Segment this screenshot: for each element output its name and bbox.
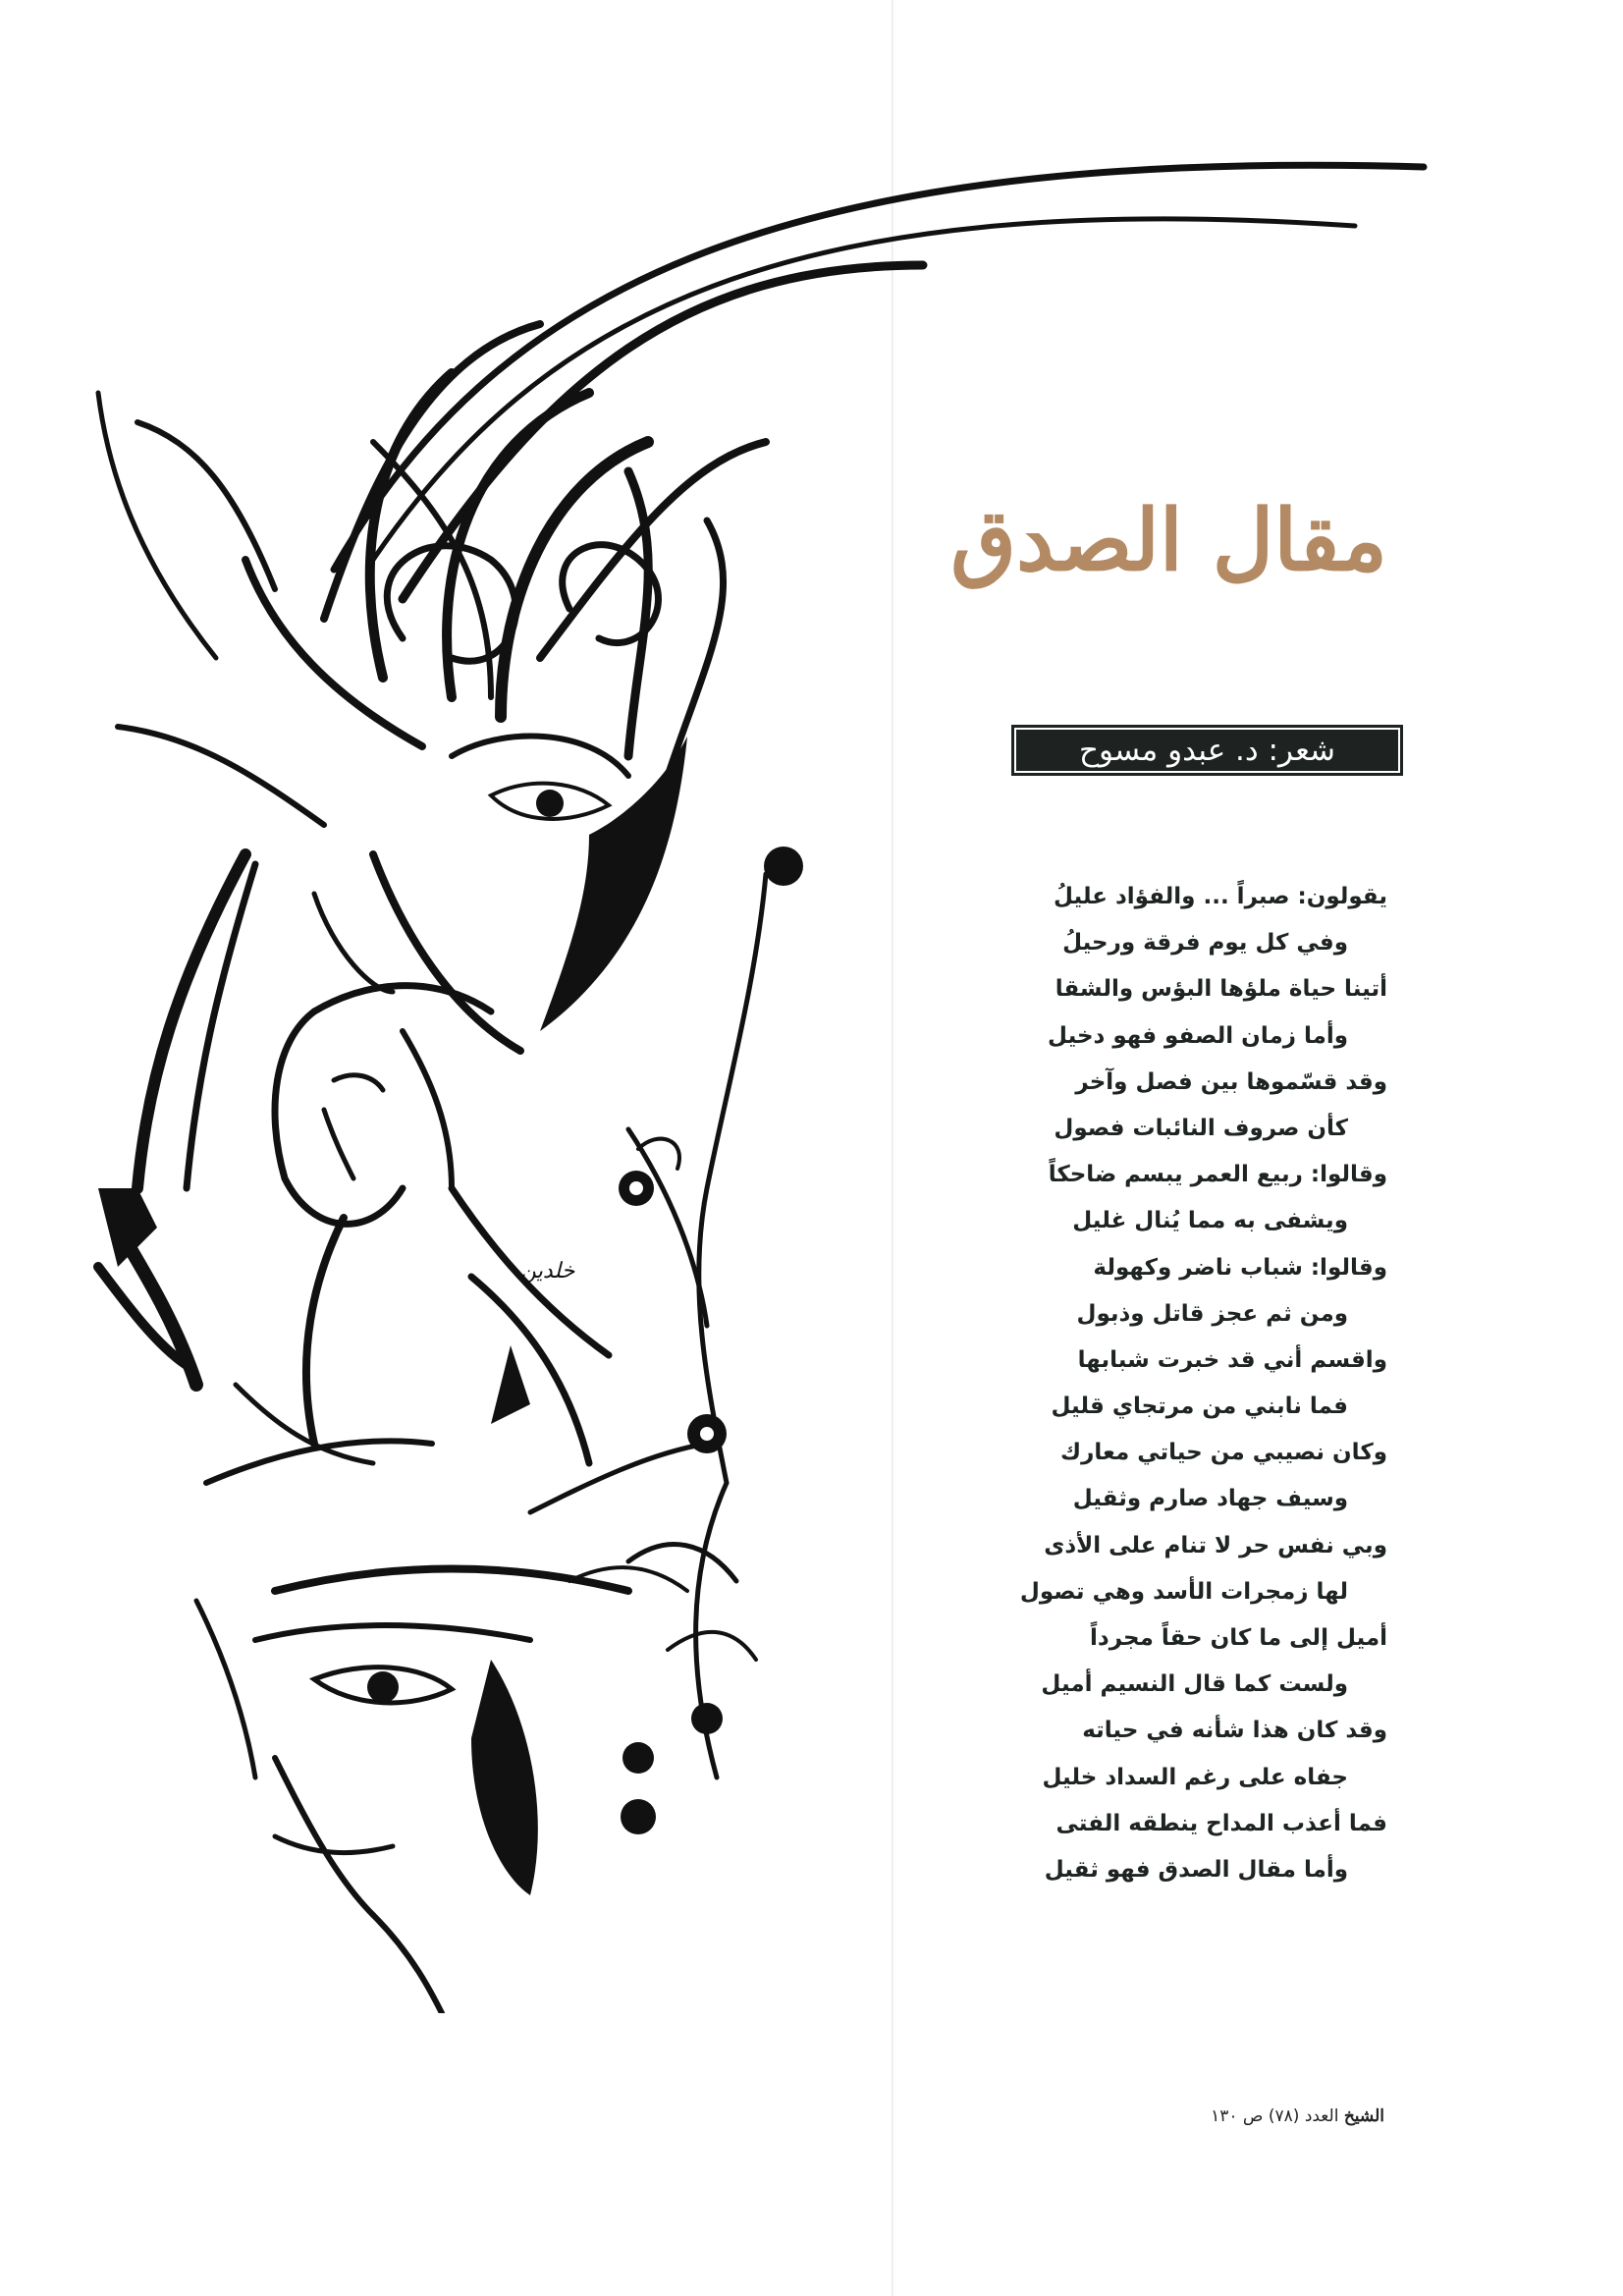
- verse-line: لها زمجرات الأسد وهي تصول: [1019, 1578, 1348, 1605]
- verse-line: وأما زمان الصفو فهو دخيل: [1048, 1022, 1348, 1049]
- verse-line: ومن ثم عجز قاتل وذبول: [1076, 1300, 1348, 1327]
- verse-line: واقسم أني قد خبرت شبابها: [1077, 1346, 1387, 1373]
- verse-line: وفي كل يوم فرقة ورحيلُ: [1062, 930, 1348, 957]
- page-footer: [1211, 2106, 1384, 2126]
- author-byline: شعر: د. عبدو مسوح: [1011, 725, 1403, 776]
- verse-line: أميل إلى ما كان حقاً مجرداً: [1090, 1625, 1387, 1651]
- verse-line: وقالوا: ربيع العمر يبسم ضاحكاً: [1048, 1162, 1387, 1188]
- verse-line: يقولون: صبراً ... والفؤاد عليلُ: [1053, 884, 1387, 909]
- verse-line: فما نابني من مرتجاي قليل: [1051, 1394, 1348, 1420]
- artist-signature: خلدين: [520, 1259, 575, 1284]
- verse-line: وسيف جهاد صارم وثقيل: [1072, 1486, 1348, 1512]
- magazine-name: الشيخ: [1343, 2106, 1384, 2126]
- verse-line: ولست كما قال النسيم أميل: [1041, 1671, 1348, 1698]
- poem-title: مقال الصدق: [950, 491, 1387, 590]
- verse-line: وقد كان هذا شأنه في حياته: [1082, 1718, 1387, 1744]
- verse-line: ويشفى به مما يُنال غليل: [1072, 1208, 1348, 1234]
- verse-line: فما أعذب المداح ينطقه الفتى: [1055, 1810, 1387, 1836]
- verse-line: أتينا حياة ملؤها البؤس والشقا: [1055, 976, 1387, 1003]
- verse-line: وكان نصيبي من حياتي معارك: [1060, 1440, 1387, 1466]
- issue-number: العدد (٧٨): [1268, 2106, 1339, 2126]
- verse-line: وقد قسّموها بين فصل وآخر: [1075, 1068, 1387, 1095]
- verse-line: كأن صروف النائبات فصول: [1054, 1115, 1348, 1141]
- verse-line: جفاه على رغم السداد خليل: [1042, 1764, 1348, 1790]
- verse-line: وقالوا: شباب ناضر وكهولة: [1093, 1254, 1387, 1281]
- verse-line: وبي نفس حر لا تنام على الأذى: [1044, 1532, 1387, 1558]
- verse-line: وأما مقال الصدق فهو ثقيل: [1044, 1856, 1348, 1883]
- page-number: ص ١٣٠: [1211, 2106, 1264, 2126]
- poem-verses: [936, 874, 1387, 1893]
